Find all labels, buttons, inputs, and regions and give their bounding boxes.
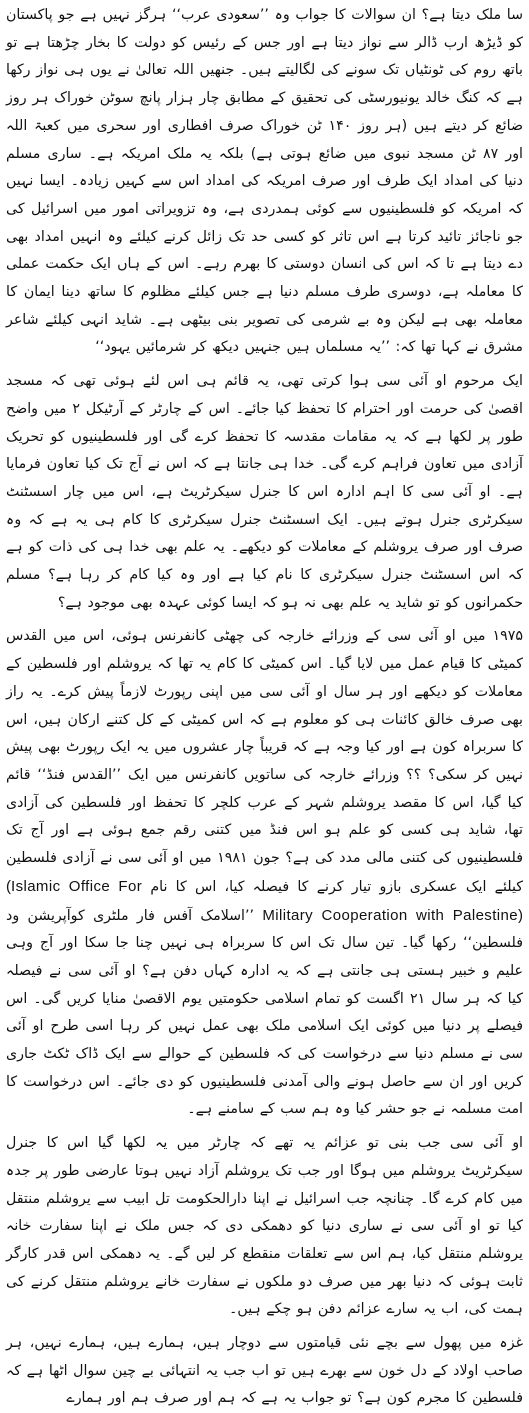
paragraph-3-english-name: (Islamic Office For Military Cooperation with Palestine) bbox=[6, 877, 523, 924]
paragraph-5-text: غزہ میں پھول سے بچے نئی قیامتوں سے دوچار ہیں، ہمارے ہیں، ہمارے نہیں، ہر صاحب اولاد کے دل خون سے بھرے ہیں تو اب جب یہ انتہائی بے چین سوال اٹھا ہے کہ فلسطین کا مجرم کون ہے؟ تو جواب یہ ہے کہ ہم اور صرف ہم اور ہمارے bbox=[6, 1335, 523, 1407]
paragraph-1 bbox=[6, 2, 523, 362]
paragraph-1-text: سا ملک دیتا ہے؟ ان سوالات کا جواب وہ ’’سعودی عرب‘‘ ہرگز نہیں ہے جو پاکستان کو ڈیڑھ ارب ڈالر سے نواز دیتا ہے اور جس کے رئیس کو دولت کا بخار چڑھتا ہے تو باتھ روم کی ٹونٹیاں تک سونے کی لگالیتے ہیں۔ جنھیں اللہ تعالیٰ نے یوں ہی نواز رکھا ہے کہ کنگ خالد یونیورسٹی کی تحقیق کے مطابق چار ہزار پانچ سوٹن خوراک ہر روز ضائع کر دیتے ہیں (ہر روز ۱۴۰ ٹن خوراک صرف افطاری اور سحری میں کعبۃ اللہ اور ۸۷ ٹن مسجد نبوی میں ضائع ہوتی ہے) بلکہ یہ ملک امریکہ ہے۔ ساری مسلم دنیا کی امداد ایک طرف اور صرف امریکہ کی امداد اس سے کہیں زیادہ۔ ایسا نہیں کہ امریکہ کو فلسطینیوں سے کوئی ہمدردی ہے، وہ تزویراتی امور میں اسرائیل کی جو ناجائز تائید کرتا ہے اس تاثر کو کسی حد تک زائل کرنے کیلئے وہ انہیں امداد بھی دے دیتا ہے تا کہ اس کی انسان دوستی کا بھرم رہے۔ اس کے ہاں ایک حکمت عملی کا معاملہ ہے، دوسری طرف مسلم دنیا ہے جس کیلئے مظلوم کا ساتھ دینا ایمان کا معاملہ بھی ہے لیکن وہ بے شرمی کی تصویر بنی بیٹھی ہے۔ شاید انہی کیلئے شاعر مشرق نے کہا تھا کہ: ’’یہ مسلماں ہیں جنہیں دیکھ کر شرمائیں یہود‘‘ bbox=[6, 7, 524, 356]
paragraph-2 bbox=[6, 368, 523, 617]
paragraph-3 bbox=[6, 623, 523, 1124]
paragraph-4 bbox=[6, 1130, 523, 1324]
paragraph-5 bbox=[6, 1330, 523, 1413]
paragraph-3-continuation: ’’اسلامک آفس فار ملٹری کوآپریشن ود فلسطین‘‘ رکھا گیا۔ تین سال تک اس کا سربراہ ہی نہیں چنا جا سکا اور آج وہی علیم و خبیر ہستی ہی جانتی ہے کہ یہ ادارہ کہاں دفن ہے؟ او آئی سی نے فیصلہ کیا کہ ہر سال ۲۱ اگست کو تمام اسلامی حکومتیں یوم الاقصیٰ منایا کریں گی۔ اس فیصلے پر دنیا میں کوئی ایک اسلامی ملک بھی عمل نہیں کر رہا اسی طرح او آئی سی نے مسلم دنیا سے درخواست کی کہ فلسطین کے حوالے سے ایک ڈاک ٹکٹ جاری کریں اور ان سے حاصل ہونے والی آمدنی فلسطینیوں کو دی جائے۔ اس درخواست کا امت مسلمہ نے جو حشر کیا وہ ہم سب کے سامنے ہے۔ bbox=[6, 907, 523, 1118]
paragraph-2-text: ایک مرحوم او آئی سی ہوا کرتی تھی، یہ قائم ہی اس لئے ہوئی تھی کہ مسجد اقصیٰ کی حرمت اور احترام کا تحفظ کیا جائے۔ اس کے چارٹر کے آرٹیکل ۲ میں واضح طور پر لکھا ہے کہ یہ مقامات مقدسہ کا تحفظ کرے گی اور فلسطینیوں کو تحریک آزادی میں تعاون فراہم کرے گی۔ خدا ہی جانتا ہے کہ اس نے آج تک کیا تعاون فرمایا ہے۔ او آئی سی کا اہم ادارہ اس کا جنرل سیکرٹریٹ ہے، اس میں چار اسسٹنٹ سیکرٹری جنرل ہوتے ہیں۔ ایک اسسٹنٹ جنرل سیکرٹری کا کام ہی یہ ہے کہ وہ صرف اور صرف یروشلم کے معاملات کو دیکھے۔ یہ علم بھی خدا ہی کی ذات کو ہے کہ اس اسسٹنٹ جنرل سیکرٹری کا نام کیا ہے اور وہ کیا کام کر رہا ہے؟ مسلم حکمرانوں کو تو شاید یہ علم بھی نہ ہو کہ ایسا کوئی عہدہ بھی موجود ہے؟ bbox=[6, 373, 523, 611]
paragraph-4-text: او آئی سی جب بنی تو عزائم یہ تھے کہ چارٹر میں یہ لکھا گیا اس کا جنرل سیکرٹریٹ یروشلم میں ہوگا اور جب تک یروشلم آزاد نہیں ہوتا عارضی طور پر جدہ میں کام کرے گا۔ چنانچہ جب اسرائیل نے اپنا دارالحکومت تل ابیب سے یروشلم منتقل کیا تو او آئی سی نے ساری دنیا کو دھمکی دی کہ جس ملک نے اپنا سفارت خانہ یروشلم منتقل کیا، ہم اس سے تعلقات منقطع کر لیں گے۔ یہ دھمکی اس قدر کارگر ثابت ہوئی کہ دنیا بھر میں صرف دو ملکوں نے سفارت خانے یروشلم منتقل کرنے کی ہمت کی، اب یہ سارے عزائم دفن ہو چکے ہیں۔ bbox=[6, 1135, 523, 1318]
paragraph-3-text: ۱۹۷۵ میں او آئی سی کے وزرائے خارجہ کی چھٹی کانفرنس ہوئی، اس میں القدس کمیٹی کا قیام عمل میں لایا گیا۔ اس کمیٹی کا کام یہ تھا کہ یروشلم اور فلسطین کے معاملات کو دیکھے اور ہر سال او آئی سی میں اپنی رپورٹ لازماً پیش کرے۔ یہ راز بھی صرف خالق کائنات ہی کو معلوم ہے کہ اس کمیٹی کے کل کتنے ارکان ہیں، اس کا سربراہ کون ہے اور کیا وجہ ہے کہ قریباً چار عشروں میں یہ ایک رپورٹ بھی پیش نہیں کر سکی؟ ؟؟ وزرائے خارجہ کی ساتویں کانفرنس میں ایک ’’القدس فنڈ‘‘ قائم کیا گیا، اس کا مقصد یروشلم شہر کے عرب کلچر کا تحفظ اور فلسطین کی آزادی تھا، شاید ہی کسی کو علم ہو اس فنڈ میں کتنی رقم جمع ہوئی ہے اور آج تک فلسطینیوں کی کتنی مالی مدد کی ہے؟ جون ۱۹۸۱ میں او آئی سی نے آزادی فلسطین کیلئے ایک عسکری بازو تیار کرنے کا فیصلہ کیا، اس کا نام bbox=[6, 628, 524, 895]
